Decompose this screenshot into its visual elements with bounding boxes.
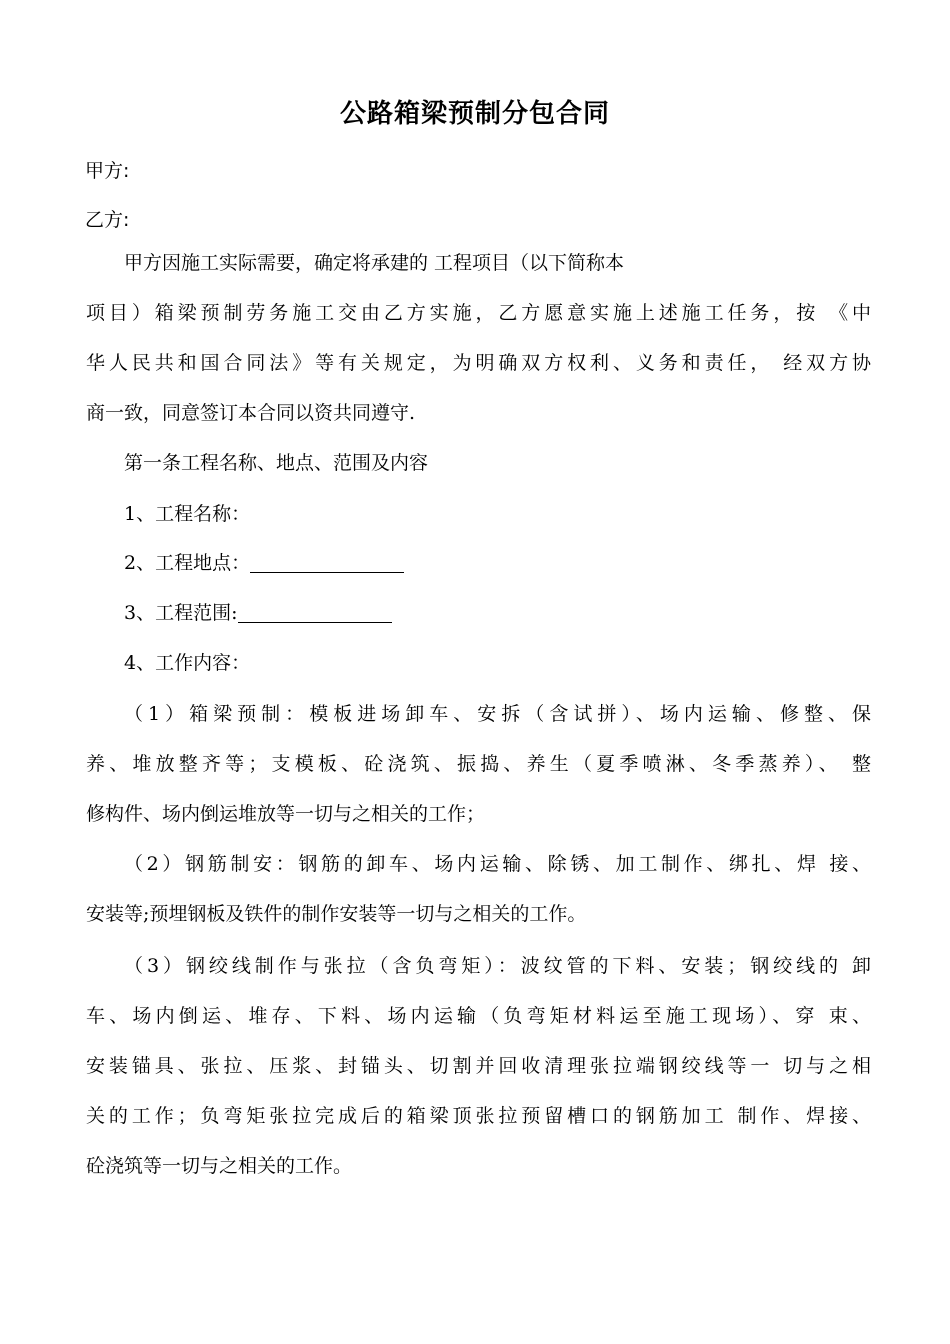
preamble-line-1: 甲方因施工实际需要，确定将承建的 工程项目（以下简称本 (124, 252, 625, 274)
sub-item-3-paragraph (86, 941, 871, 1191)
item-3-label: 3、工程范围: (124, 602, 238, 624)
item-2-project-location (124, 548, 404, 578)
preamble-line-3: 华人民共和国合同法》等有关规定，为明确双方权利、义务和责任， 经双方协 (86, 352, 871, 374)
sub-3-line-5: 砼浇筑等一切与之相关的工作。 (86, 1155, 353, 1177)
sub-3-line-1: （3）钢绞线制作与张拉（含负弯矩）：波纹管的下料、安装；钢绞线的 卸 (124, 955, 871, 977)
party-a-label: 甲方: (85, 160, 130, 182)
preamble-paragraph (86, 238, 871, 438)
sub-2-line-2: 安装等;预埋钢板及铁件的制作安装等一切与之相关的工作。 (86, 903, 587, 925)
item-3-project-scope (124, 598, 392, 628)
sub-item-1-paragraph (86, 689, 871, 839)
item-2-label: 2、工程地点： (124, 552, 251, 574)
item-1-project-name: 1、工程名称： (124, 503, 251, 525)
item-4-work-content: 4、工作内容： (124, 652, 251, 674)
sub-1-line-2: 养、堆放整齐等；支模板、砼浇筑、振捣、养生（夏季喷淋、冬季蒸养）、 整 (86, 753, 871, 775)
party-b-label: 乙方: (85, 209, 130, 231)
sub-1-line-3: 修构件、场内倒运堆放等一切与之相关的工作； (86, 803, 486, 825)
article-1-heading: 第一条工程名称、地点、范围及内容 (124, 452, 429, 474)
sub-1-line-1: （1）箱梁预制：模板进场卸车、安拆（含试拼）、场内运输、修整、保 (124, 703, 871, 725)
document-title: 公路箱梁预制分包合同 (339, 99, 610, 129)
scope-blank-line (238, 600, 392, 623)
sub-2-line-1: （2）钢筋制安：钢筋的卸车、场内运输、除锈、加工制作、绑扎、焊 接、 (124, 853, 871, 875)
sub-3-line-4: 关的工作；负弯矩张拉完成后的箱梁顶张拉预留槽口的钢筋加工 制作、焊接、 (86, 1105, 871, 1127)
sub-item-2-paragraph (86, 839, 871, 939)
location-blank-line (250, 550, 404, 573)
sub-3-line-3: 安装锚具、张拉、压浆、封锚头、切割并回收清理张拉端钢绞线等一 切与之相 (86, 1055, 871, 1077)
sub-3-line-2: 车、场内倒运、堆存、下料、场内运输（负弯矩材料运至施工现场）、穿 束、 (86, 1005, 871, 1027)
preamble-line-2: 项目）箱梁预制劳务施工交由乙方实施，乙方愿意实施上述施工任务，按 《中 (86, 302, 871, 324)
preamble-line-4: 商一致，同意签订本合同以资共同遵守. (86, 402, 416, 424)
